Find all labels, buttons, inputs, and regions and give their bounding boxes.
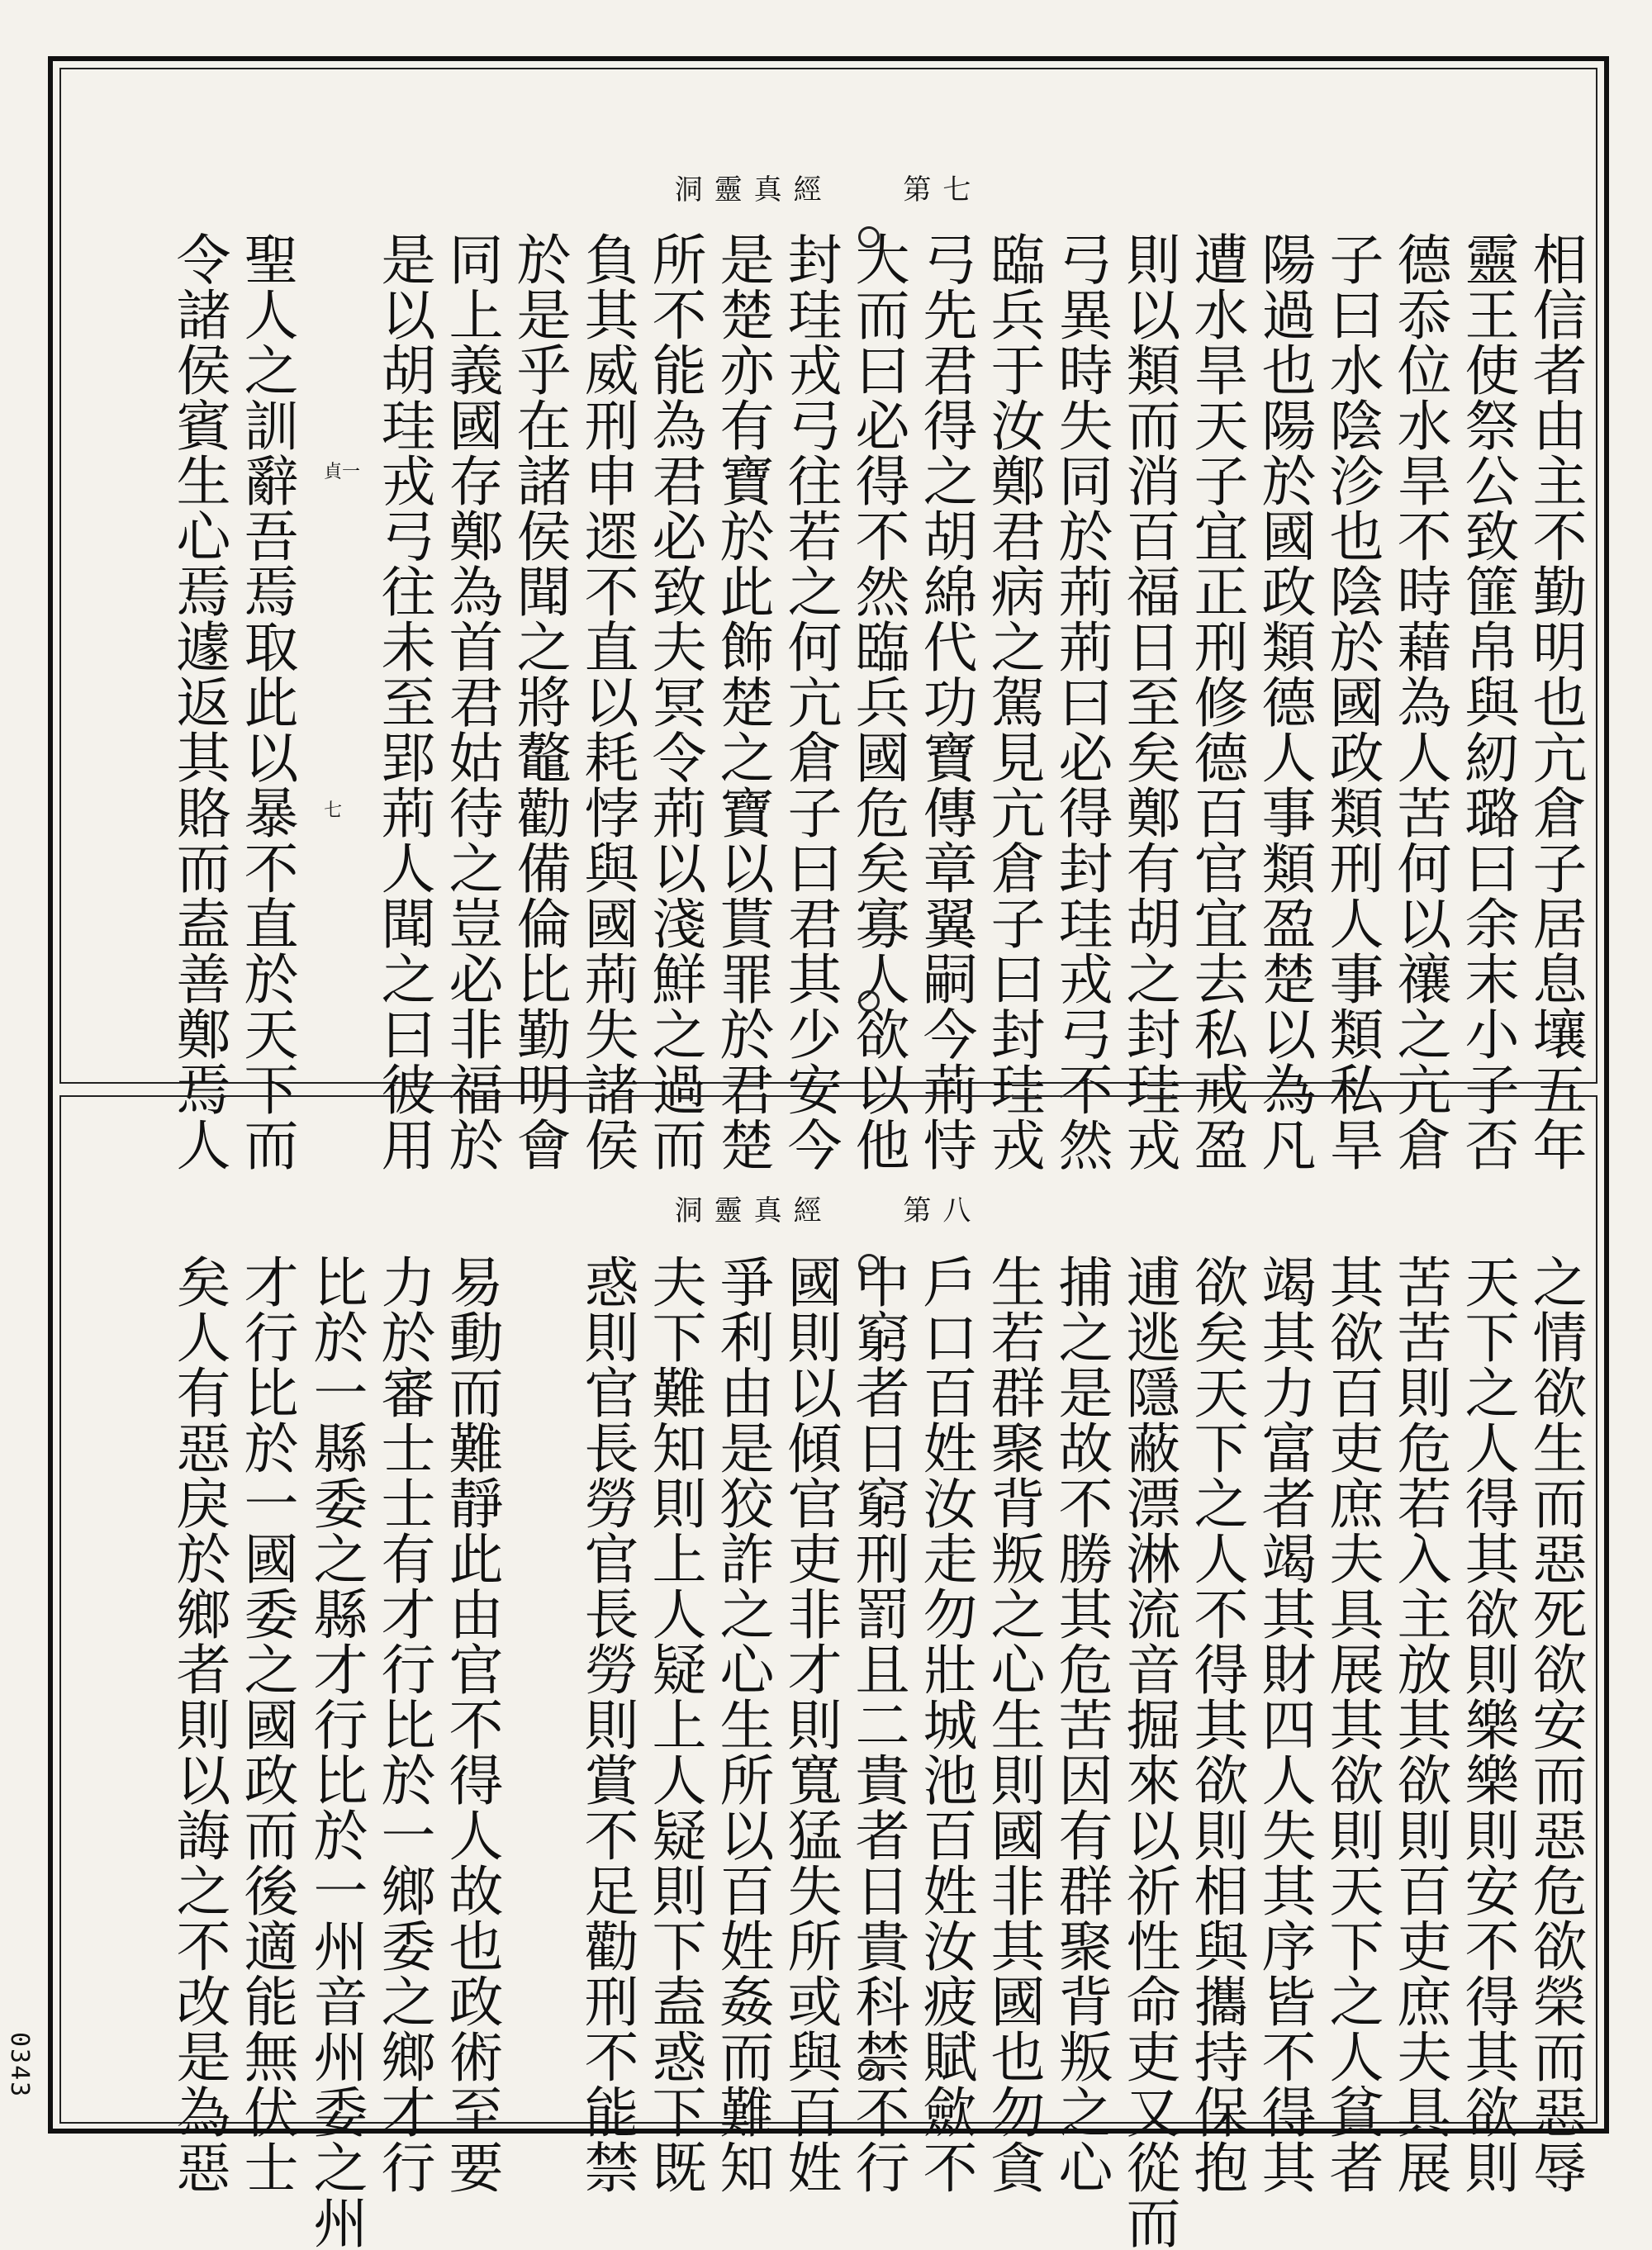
paragraph-marker-circle (858, 226, 880, 248)
bottom-column-1: 之情欲生而惡死欲安而惡危欲榮而惡辱 (1523, 1254, 1587, 2195)
top-header-section: 第七 (903, 173, 983, 206)
bottom-column-14: 夫下難知則上人疑上人疑則下盍惑下既 (643, 1254, 706, 2195)
bottom-column-9: 生若群聚背叛之心生則國非其國也勿貪 (981, 1254, 1045, 2195)
bottom-column-13: 爭利由是狡詐之心生所以百姓姦而難知 (710, 1254, 774, 2195)
paragraph-marker-circle (858, 2059, 880, 2081)
paragraph-marker-circle (858, 1254, 880, 1275)
bottom-header-section: 第八 (903, 1194, 983, 1227)
top-panel (59, 68, 1597, 1172)
top-column-13: 是楚亦有寶於此飾楚之寶以貰罪於君楚 (710, 231, 774, 1172)
top-column-2: 靈王使祭公致篚帛與紉璐曰余末小子否 (1455, 231, 1519, 1172)
bottom-column-10: 戶口百姓汝走勿壯城池百姓汝疲賦歛不 (914, 1254, 977, 2195)
top-column-14: 所不能為君必致夫冥令荊以淺鮮之過而 (643, 231, 706, 1172)
folio-left: 七 (324, 800, 343, 821)
bottom-header-title: 洞靈真經 (674, 1194, 833, 1227)
bottom-column-20: 矣人有惡戾於鄉者則以誨之不改是為惡 (167, 1254, 230, 2195)
top-column-11: 大而曰必得不然臨兵國危矣寡人欲以他 (846, 231, 909, 1172)
bottom-column-16: 易動而難靜此由官不得人故也政術至要 (439, 1254, 503, 2195)
bottom-column-11: 中窮者日窮刑罰且二貴者日貴科禁不行 (846, 1254, 909, 2195)
bottom-column-6: 欲矣天下之人不得其欲則相與攜持保抱 (1184, 1254, 1248, 2195)
top-column-8: 弓異時失同於荊荊曰必得封珪戎弓不然 (1049, 231, 1113, 1172)
bottom-column-2: 天下之人得其欲則樂樂則安不得其欲則 (1455, 1254, 1519, 2195)
bottom-column-17: 力於審士士有才行比於一鄉委之鄉才行 (372, 1254, 435, 2195)
top-column-9: 臨兵于汝鄭君病之駕見亢倉子曰封珪戎 (981, 231, 1045, 1172)
paragraph-marker-circle (858, 990, 880, 1012)
page-number: 0343 (5, 2032, 34, 2099)
top-column-17: 同上義國存鄭為首君姑待之豈必非福於 (439, 231, 503, 1172)
top-column-15: 負其威刑申遝不直以耗悖與國荊失諸侯 (575, 231, 638, 1172)
bottom-column-18: 比於一縣委之縣才行比於一州音州委之州 (304, 1254, 368, 2250)
top-column-19: 聖人之訓辭吾焉取此以暴不直於天下而 (235, 231, 298, 1172)
top-column-6: 遭水旱天子宜正刑修德百官宜去私戒盈 (1184, 231, 1248, 1172)
top-columns (61, 69, 1596, 1172)
top-column-7: 則以類而消百福日至矣鄭有胡之封珪戎 (1117, 231, 1180, 1172)
bottom-column-8: 捕之是故不勝其危苦因有群聚背叛之心 (1049, 1254, 1113, 2195)
top-column-12: 封珪戎弓往若之何亢倉子曰君其少安今 (778, 231, 842, 1172)
bottom-column-12: 國則以傾官吏非才則寬猛失所或與百姓 (778, 1254, 842, 2195)
top-column-3: 德忝位水旱不時藉為人苦何以禳之亢倉 (1388, 231, 1451, 1172)
top-column-20: 令諸侯賓生心焉遽返其賂而盍善鄭焉人 (167, 231, 230, 1172)
bottom-column-7: 逋逃隱蔽漂淋流音掘來以祈性命吏又從而 (1117, 1254, 1180, 2250)
top-column-1: 相信者由主不勤明也亢倉子居息壤五年 (1523, 231, 1587, 1172)
top-column-16: 於是乎在諸侯聞之將鼇勸備倫比勤明會 (507, 231, 571, 1172)
top-column-4: 子曰水陰沴也陰於國政類刑人事類私旱 (1320, 231, 1384, 1172)
top-column-18: 是以胡珪戎弓往未至郢荊人聞之曰彼用 (372, 231, 435, 1172)
bottom-column-19: 才行比於一國委之國政而後適能無伏士 (235, 1254, 298, 2195)
top-column-10: 弓先君得之胡綿代功寶傳章翼嗣今荊恃 (914, 231, 977, 1172)
bottom-columns (61, 1097, 1596, 2250)
bottom-column-15: 惑則官長勞官長勞則賞不足勸刑不能禁 (575, 1254, 638, 2195)
folio-mark: 貞一 (324, 462, 361, 482)
bottom-panel (59, 1095, 1597, 2250)
top-column-5: 陽過也陽於國政類德人事類盈楚以為凡 (1252, 231, 1316, 1172)
bottom-column-3: 苦苦則危若入主放其欲則百吏庶夫具展 (1388, 1254, 1451, 2195)
bottom-column-5: 竭其力富者竭其財四人失其序皆不得其 (1252, 1254, 1316, 2195)
top-header-title: 洞靈真經 (674, 173, 833, 206)
bottom-column-4: 其欲百吏庶夫具展其欲則天下之人貧者 (1320, 1254, 1384, 2195)
